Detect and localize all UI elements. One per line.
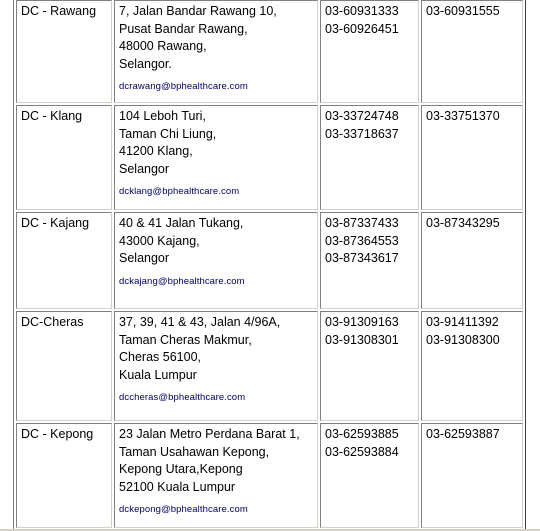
address-line: Taman Cheras Makmur, xyxy=(119,332,252,347)
address-line: 23 Jalan Metro Perdana Barat 1, xyxy=(119,427,300,441)
tel-number: 03-33724748 xyxy=(325,109,399,123)
branch-fax-cell xyxy=(421,423,523,528)
branch-address-cell xyxy=(114,423,318,528)
branch-tel-cell xyxy=(320,423,419,528)
branch-fax-cell xyxy=(421,212,523,309)
branch-name-cell xyxy=(16,423,112,528)
branch-name: DC - Kepong xyxy=(21,427,94,441)
address-line: Cheras 56100, xyxy=(119,350,202,364)
address-line: Kuala Lumpur xyxy=(119,367,197,382)
address-line: 40 & 41 Jalan Tukang, xyxy=(119,216,244,230)
fax-number: 03-62593887 xyxy=(426,427,500,441)
branch-name: DC - Klang xyxy=(21,109,83,123)
fax-number: 03-33751370 xyxy=(426,109,500,123)
fax-number: 03-91308300 xyxy=(426,332,500,347)
fax-number: 03-60931555 xyxy=(426,4,500,18)
address-line: 48000 Rawang, xyxy=(119,39,207,53)
address-line: 41200 Klang, xyxy=(119,144,193,158)
branch-name-cell xyxy=(16,212,112,309)
branch-address-cell xyxy=(114,311,318,421)
branch-name-cell xyxy=(16,0,112,103)
branch-address-cell xyxy=(114,105,318,210)
tel-number: 03-91308301 xyxy=(325,332,399,347)
branch-table xyxy=(13,0,526,531)
branch-name: DC - Kajang xyxy=(21,216,90,230)
branch-name: DC - Rawang xyxy=(21,4,97,18)
table-row xyxy=(16,212,523,309)
branch-email-link[interactable]: dcrawang@bphealthcare.com xyxy=(119,81,248,92)
branch-tel-cell xyxy=(320,212,419,309)
branch-tel-cell xyxy=(320,0,419,103)
tel-number: 03-87337433 xyxy=(325,216,399,230)
address-line: 104 Leboh Turi, xyxy=(119,109,206,123)
branch-address-cell xyxy=(114,212,318,309)
fax-number: 03-87343295 xyxy=(426,216,500,230)
tel-number: 03-33718637 xyxy=(325,126,399,141)
branch-name-cell xyxy=(16,311,112,421)
branch-email-link[interactable]: dckepong@bphealthcare.com xyxy=(119,504,248,515)
tel-number: 03-60926451 xyxy=(325,21,399,36)
tel-number: 03-91309163 xyxy=(325,315,399,329)
address-line: 43000 Kajang, xyxy=(119,233,200,248)
fax-number: 03-91411392 xyxy=(426,315,499,329)
address-line: Selangor xyxy=(119,251,170,265)
branch-name: DC-Cheras xyxy=(21,315,84,329)
address-line: Taman Chi Liung, xyxy=(119,126,217,141)
address-line: Selangor. xyxy=(119,56,172,71)
tel-number: 03-60931333 xyxy=(325,4,399,18)
branch-fax-cell xyxy=(421,311,523,421)
branch-name-cell xyxy=(16,105,112,210)
tel-number: 03-87343617 xyxy=(325,251,399,265)
table-row xyxy=(16,105,523,210)
address-line: 7, Jalan Bandar Rawang 10, xyxy=(119,4,277,18)
tel-number: 03-62593885 xyxy=(325,427,399,441)
address-line: 37, 39, 41 & 43, Jalan 4/96A, xyxy=(119,315,281,329)
branch-email-link[interactable]: dcklang@bphealthcare.com xyxy=(119,186,240,197)
branch-directory xyxy=(13,0,526,531)
address-line: Pusat Bandar Rawang, xyxy=(119,21,248,36)
branch-tel-cell xyxy=(320,311,419,421)
branch-fax-cell xyxy=(421,105,523,210)
address-line: 52100 Kuala Lumpur xyxy=(119,479,236,494)
table-row xyxy=(16,423,523,528)
branch-fax-cell xyxy=(421,0,523,103)
table-row xyxy=(16,0,523,103)
address-line: Taman Usahawan Kepong, xyxy=(119,444,270,459)
tel-number: 03-62593884 xyxy=(325,444,399,459)
branch-email-link[interactable]: dccheras@bphealthcare.com xyxy=(119,392,246,403)
branch-email-link[interactable]: dckajang@bphealthcare.com xyxy=(119,275,245,287)
address-line: Kepong Utara,Kepong xyxy=(119,462,243,476)
address-line: Selangor xyxy=(119,161,170,176)
tel-number: 03-87364553 xyxy=(325,233,399,248)
table-row xyxy=(16,311,523,421)
branch-address-cell xyxy=(114,0,318,103)
branch-tel-cell xyxy=(320,105,419,210)
